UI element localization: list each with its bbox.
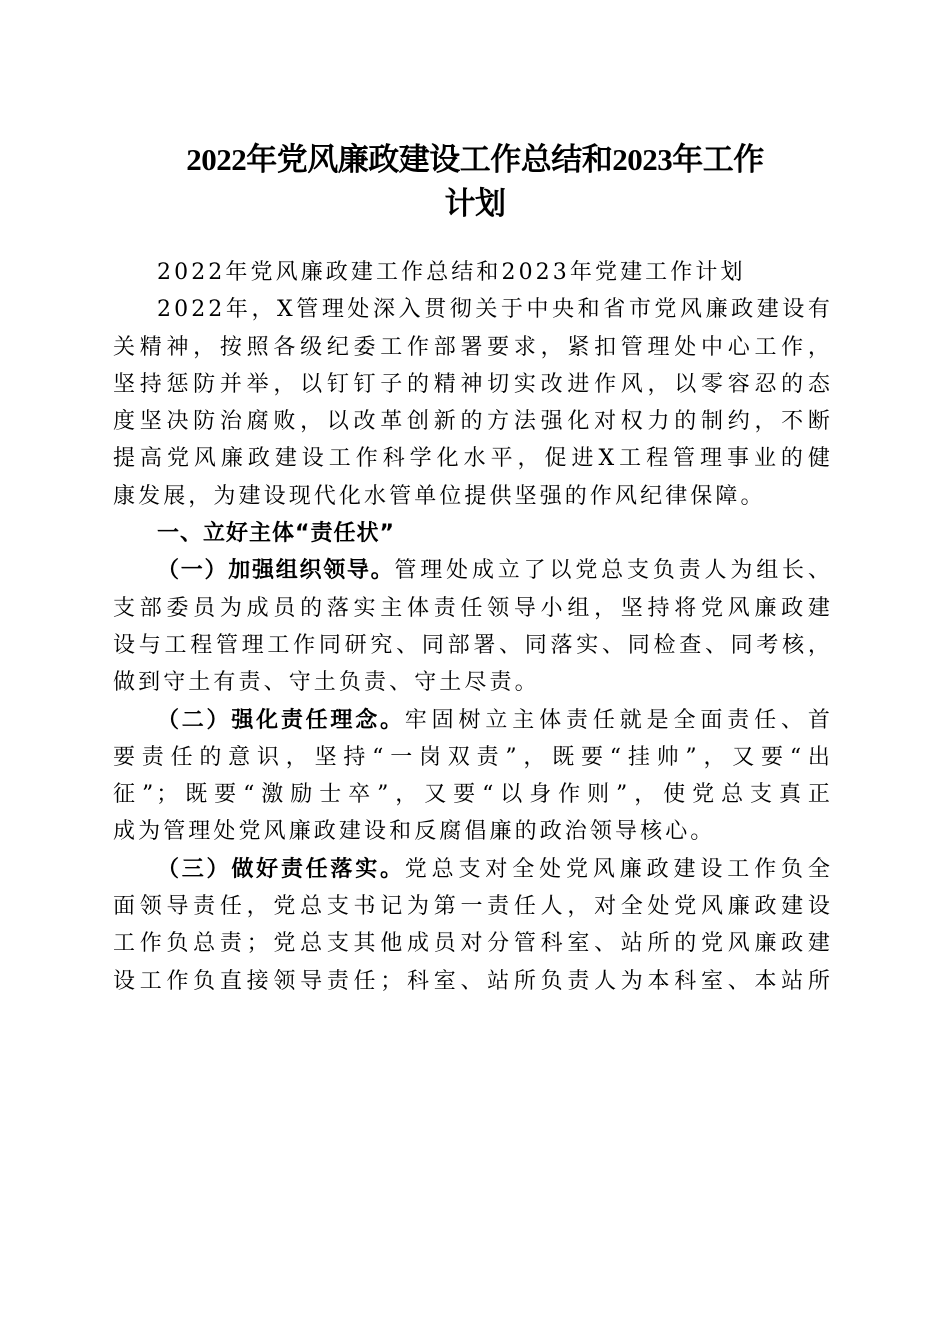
document-title <box>100 138 850 226</box>
item-lead: （二）强化责任理念。 <box>157 707 405 733</box>
item-text: 党总支对全处党风廉政建设工作负全 <box>404 856 833 882</box>
item-line: 支部委员为成员的落实主体责任领导小组，坚持将党风廉政建 <box>113 595 833 621</box>
title-line-2: 计划 <box>444 186 506 221</box>
item-line: 工作负总责；党总支其他成员对分管科室、站所的党风廉政建 <box>113 931 833 957</box>
item-text: 牢固树立主体责任就是全面责任、首 <box>404 707 833 733</box>
item-line: 要责任的意识，坚持“一岗双责”，既要“挂帅”，又要“出 <box>113 744 833 770</box>
item-line: 成为管理处党风廉政建设和反腐倡廉的政治领导核心。 <box>113 819 716 845</box>
item-line: 征”；既要“激励士卒”，又要“以身作则”，使党总支真正 <box>113 782 833 808</box>
intro-line: 坚持惩防并举，以钉钉子的精神切实改进作风，以零容忍的态 <box>113 371 833 397</box>
document-body <box>113 254 833 1000</box>
item-line: 做到守土有责、守土负责、守土尽责。 <box>113 670 540 696</box>
item-lead: （一）加强组织领导。 <box>157 558 395 584</box>
document-subtitle: 2022年党风廉政建工作总结和2023年党建工作计划 <box>157 260 746 285</box>
item-first-line <box>113 552 833 589</box>
intro-line: 提高党风廉政建设工作科学化水平，促进X工程管理事业的健 <box>113 446 833 472</box>
intro-line: 关精神，按照各级纪委工作部署要求，紧扣管理处中心工作， <box>113 334 833 360</box>
item-lead: （三）做好责任落实。 <box>157 856 405 882</box>
section-item-3 <box>113 851 833 1000</box>
section-heading: 一、立好主体“责任状” <box>157 521 395 547</box>
item-line: 设工作负直接领导责任；科室、站所负责人为本科室、本站所 <box>113 968 833 994</box>
intro-line: 康发展，为建设现代化水管单位提供坚强的作风纪律保障。 <box>113 483 766 509</box>
item-first-line <box>113 851 833 888</box>
item-line: 设与工程管理工作同研究、同部署、同落实、同检查、同考核， <box>113 632 833 658</box>
intro-line: 2022年，X管理处深入贯彻关于中央和省市党风廉政建设有 <box>157 297 833 323</box>
item-line: 面领导责任，党总支书记为第一责任人，对全处党风廉政建设 <box>113 894 833 920</box>
intro-paragraph <box>113 291 833 515</box>
item-text: 管理处成立了以党总支负责人为组长、 <box>394 558 833 584</box>
section-item-1 <box>113 552 833 701</box>
intro-line: 度坚决防治腐败，以改革创新的方法强化对权力的制约，不断 <box>113 409 833 435</box>
title-line-1: 2022年党风廉政建设工作总结和2023年工作 <box>186 142 764 177</box>
item-first-line <box>113 702 833 739</box>
section-item-2 <box>113 702 833 851</box>
